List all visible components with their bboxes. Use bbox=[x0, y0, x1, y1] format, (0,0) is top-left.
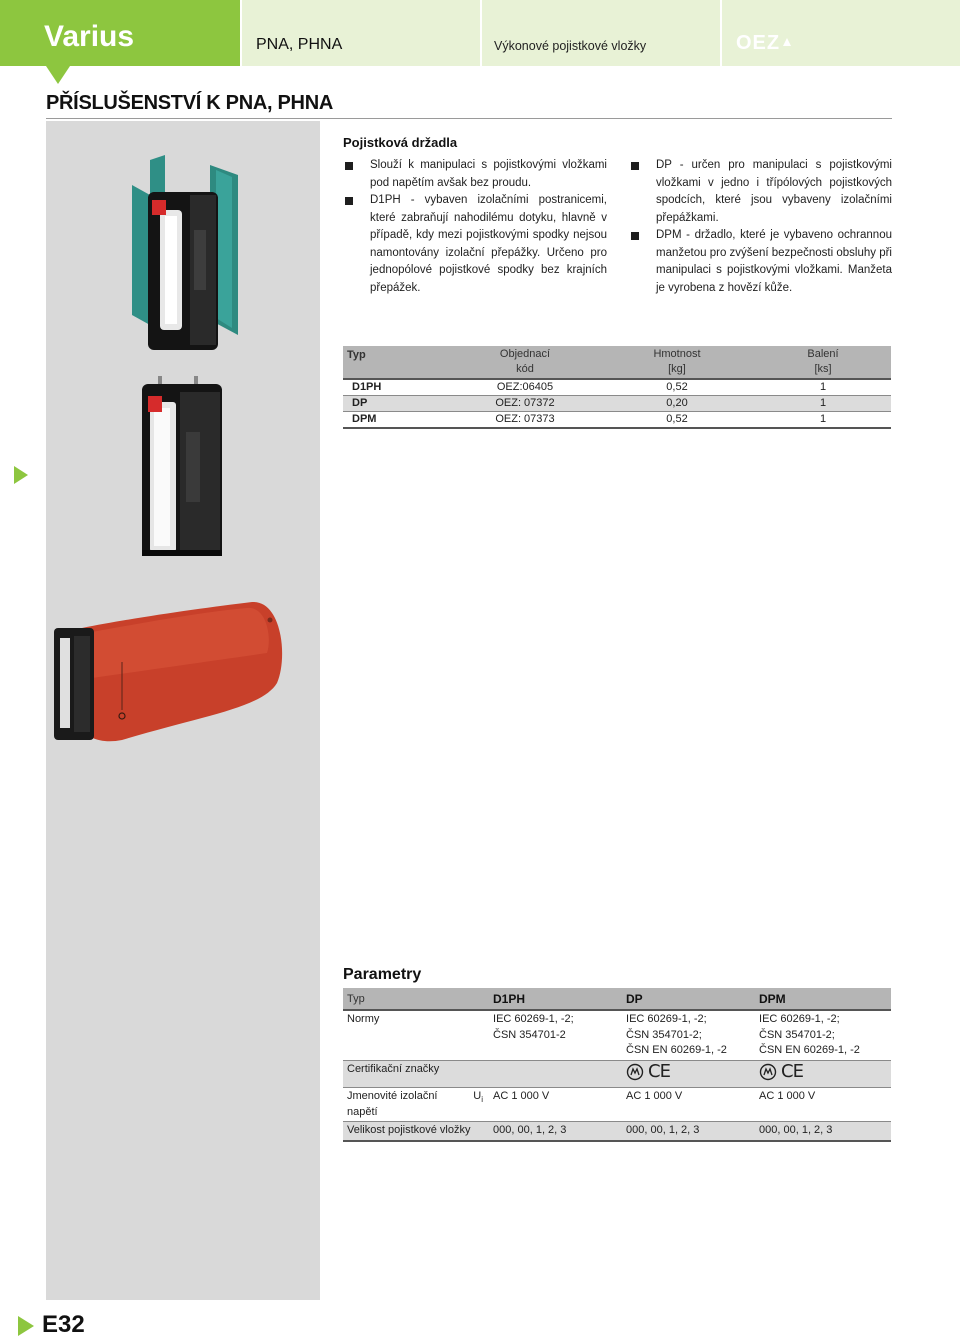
norm-text: IEC 60269-1, -2; bbox=[759, 1013, 840, 1025]
title-divider bbox=[46, 118, 892, 119]
norm-text: ČSN 354701-2; bbox=[626, 1028, 702, 1041]
col-weight-line1: Hmotnost bbox=[653, 348, 701, 360]
dpm-handle-image bbox=[52, 598, 292, 748]
section-heading: Pojistková držadla bbox=[343, 135, 458, 150]
section-name: PNA, PHNA bbox=[256, 36, 343, 53]
cert-dp bbox=[622, 1060, 755, 1088]
size-d1ph: 000, 00, 1, 2, 3 bbox=[489, 1122, 622, 1141]
voltage-symbol bbox=[459, 1088, 489, 1122]
description-left bbox=[343, 157, 607, 297]
param-col-d1ph: D1PH bbox=[489, 988, 622, 1010]
size-label: Velikost pojistkové vložky bbox=[343, 1122, 489, 1141]
norms-dp bbox=[622, 1010, 755, 1060]
ce-mark-icon: CE bbox=[648, 1060, 670, 1082]
cert-mark-icon bbox=[626, 1063, 644, 1081]
voltage-label: Jmenovité izolační napětí bbox=[343, 1088, 459, 1122]
parameters-table bbox=[343, 988, 891, 1142]
cert-label: Certifikační značky bbox=[343, 1060, 489, 1088]
norm-text: IEC 60269-1, -2; bbox=[626, 1013, 707, 1025]
row-weight: 0,20 bbox=[599, 396, 755, 412]
param-col-dp: DP bbox=[622, 988, 755, 1010]
row-type: DPM bbox=[343, 412, 451, 429]
norm-text: ČSN EN 60269-1, -2 bbox=[626, 1044, 727, 1056]
ce-mark-icon: CE bbox=[781, 1060, 803, 1082]
cert-dpm bbox=[755, 1060, 891, 1088]
dp-handle-image bbox=[140, 372, 260, 562]
voltage-symbol-sub: i bbox=[481, 1095, 484, 1105]
category-cell bbox=[482, 0, 720, 66]
col-pack-line2: [ks] bbox=[814, 363, 832, 375]
page-header bbox=[0, 0, 960, 66]
description-item: DPM - držadlo, které je vybaveno ochrannou manžetou pro zvýšení bezpečnosti obsluhy při manipulaci s pojistkovými vložkami. Manžeta je vyrobena z hovězí kůže. bbox=[629, 227, 892, 297]
description-right bbox=[629, 157, 892, 297]
norm-text: ČSN EN 60269-1, -2 bbox=[759, 1044, 860, 1056]
order-table bbox=[343, 346, 891, 429]
row-pack: 1 bbox=[755, 379, 891, 396]
col-code-line2: kód bbox=[516, 363, 534, 375]
voltage-symbol-u: U bbox=[473, 1090, 482, 1102]
norms-d1ph bbox=[489, 1010, 622, 1060]
row-code: OEZ:06405 bbox=[451, 379, 599, 396]
col-weight-line2: [kg] bbox=[668, 363, 686, 375]
norms-dpm bbox=[755, 1010, 891, 1060]
description-item: DP - určen pro manipulaci s pojistkovými vložkami v jedno i třípólových pojistkových spodcích, které jsou vybaveny izolačními přepážkami. bbox=[629, 157, 892, 227]
section-cell bbox=[242, 0, 480, 66]
row-type: D1PH bbox=[343, 379, 451, 396]
col-pack bbox=[755, 346, 891, 379]
col-pack-line1: Balení bbox=[807, 348, 839, 360]
param-row-size bbox=[343, 1122, 891, 1141]
table-row bbox=[343, 379, 891, 396]
d1ph-handle-image bbox=[120, 150, 250, 355]
size-dp: 000, 00, 1, 2, 3 bbox=[622, 1122, 755, 1141]
voltage-d1ph: AC 1 000 V bbox=[489, 1088, 622, 1122]
description-item: Slouží k manipulaci s pojistkovými vložkami pod napětím avšak bez proudu. bbox=[343, 157, 607, 192]
param-row-voltage bbox=[343, 1088, 891, 1122]
voltage-dpm: AC 1 000 V bbox=[755, 1088, 891, 1122]
cert-marks bbox=[759, 1062, 803, 1082]
row-pack: 1 bbox=[755, 396, 891, 412]
norms-label: Normy bbox=[343, 1010, 489, 1060]
table-row bbox=[343, 396, 891, 412]
parameters-heading: Parametry bbox=[343, 966, 422, 983]
row-pack: 1 bbox=[755, 412, 891, 429]
brand-cell bbox=[0, 0, 240, 66]
page-title: PŘÍSLUŠENSTVÍ K PNA, PHNA bbox=[46, 92, 333, 114]
side-arrow-icon bbox=[14, 466, 28, 484]
oez-logo bbox=[736, 32, 792, 55]
norm-text: ČSN 354701-2 bbox=[493, 1028, 566, 1041]
param-col-type: Typ bbox=[343, 988, 489, 1010]
row-weight: 0,52 bbox=[599, 412, 755, 429]
row-type: DP bbox=[343, 396, 451, 412]
col-code-line1: Objednací bbox=[499, 348, 551, 360]
description-item: D1PH - vybaven izolačními postranicemi, které zabraňují nahodilému dotyku, hlavně v případě, kdy mezi pojistkovými spodky nejsou namontovány izolační přepážky. Určeno pro jednopólové pojistkové spodky bez krajních přepážek. bbox=[343, 192, 607, 297]
cert-marks bbox=[626, 1062, 670, 1082]
row-weight: 0,52 bbox=[599, 379, 755, 396]
header-notch bbox=[46, 66, 70, 84]
col-weight bbox=[599, 346, 755, 379]
param-row-cert bbox=[343, 1060, 891, 1088]
page-number: E32 bbox=[42, 1311, 85, 1338]
size-dpm: 000, 00, 1, 2, 3 bbox=[755, 1122, 891, 1141]
norm-text: ČSN 354701-2; bbox=[759, 1028, 835, 1041]
brand-name: Varius bbox=[44, 20, 135, 53]
voltage-dp: AC 1 000 V bbox=[622, 1088, 755, 1122]
logo-cell bbox=[722, 0, 960, 66]
param-col-dpm: DPM bbox=[755, 988, 891, 1010]
col-code bbox=[451, 346, 599, 379]
norm-text: IEC 60269-1, -2; bbox=[493, 1013, 574, 1025]
parameters-header bbox=[343, 988, 891, 1010]
cert-d1ph bbox=[489, 1060, 622, 1088]
category-name: Výkonové pojistkové vložky bbox=[494, 39, 647, 53]
row-code: OEZ: 07373 bbox=[451, 412, 599, 429]
order-table-header bbox=[343, 346, 891, 379]
footer-arrow-icon bbox=[18, 1316, 34, 1336]
logo-triangle-icon bbox=[782, 37, 792, 47]
oez-logo-text: OEZ bbox=[736, 32, 781, 54]
table-row bbox=[343, 412, 891, 429]
col-type: Typ bbox=[343, 346, 451, 379]
row-code: OEZ: 07372 bbox=[451, 396, 599, 412]
cert-mark-icon bbox=[759, 1063, 777, 1081]
param-row-norms bbox=[343, 1010, 891, 1060]
